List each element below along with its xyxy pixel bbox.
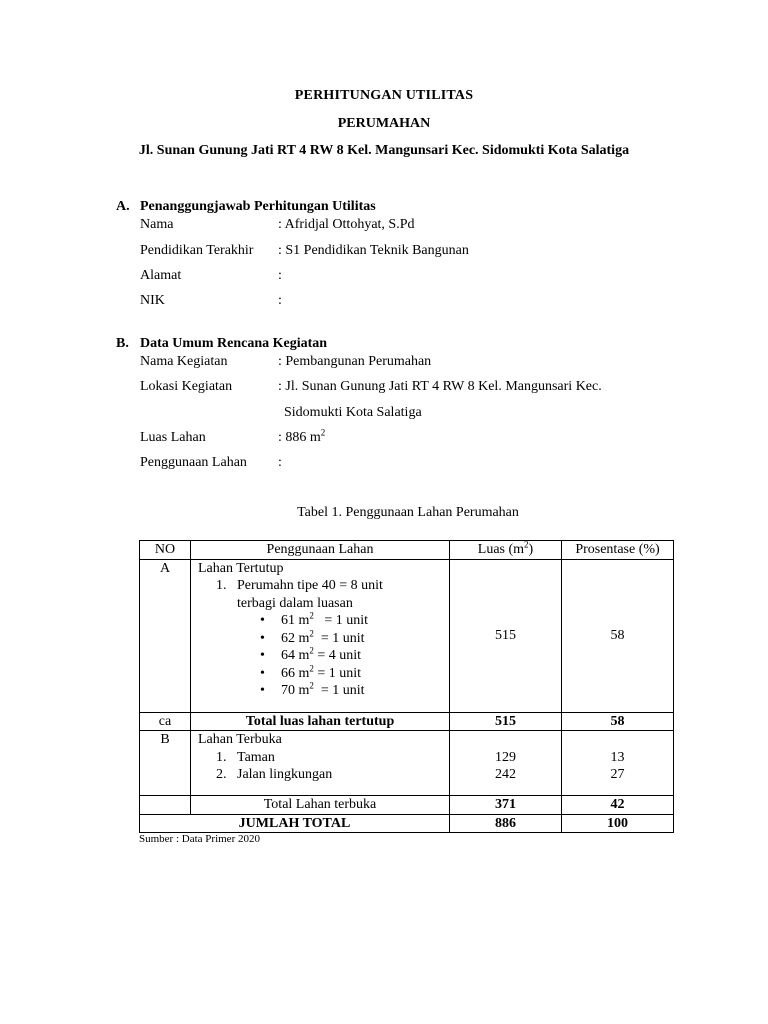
cell-pct <box>562 731 674 796</box>
list-item: 1. Perumahn tipe 40 = 8 unit <box>216 578 383 593</box>
cell-use <box>191 731 450 796</box>
cell-grand-total-label: JUMLAH TOTAL <box>140 814 450 833</box>
bullet-item: • 61 $m^2 = 1$ unit <box>260 610 369 628</box>
row-label: Alamat <box>140 268 182 283</box>
row-label: Luas Lahan <box>140 430 206 445</box>
row-label: Nama Kegiatan <box>140 354 228 369</box>
cell-area <box>450 731 562 796</box>
table-row-group-b <box>140 731 674 796</box>
row-value: : Afridjal Ottohyat, S.Pd <box>278 217 415 232</box>
group-title: Lahan Tertutup <box>198 560 284 576</box>
row-label: Pendidikan Terakhir <box>140 243 254 258</box>
bullet-item: • 64 $m^2 = 4$ unit <box>260 645 362 663</box>
row-label: Penggunaan Lahan <box>140 455 247 470</box>
row-value: : <box>278 268 282 283</box>
cell-area: 515 <box>450 559 562 712</box>
cell-no <box>140 796 191 815</box>
list-item-continued: terbagi dalam luasan <box>237 595 353 611</box>
table-row-total-b <box>140 796 674 815</box>
cell-use: Total luas lahan tertutup <box>191 712 450 731</box>
cell-use: Total Lahan terbuka <box>191 796 450 815</box>
cell-area: 886 <box>450 814 562 833</box>
row-label: Nama <box>140 217 174 232</box>
land-use-table <box>139 540 674 833</box>
section-a-title: Penanggungjawab Perhitungan Utilitas <box>140 199 376 214</box>
pct-value: 27 <box>610 767 625 782</box>
section-a-heading <box>116 199 376 215</box>
cell-no: A <box>140 559 191 712</box>
row-value: : Jl. Sunan Gunung Jati RT 4 RW 8 Kel. Mangunsari Kec. <box>278 379 602 394</box>
row-value: : Pembangunan Perumahan <box>278 354 432 369</box>
table-row-grand-total <box>140 814 674 833</box>
header-pct: Prosentase (%) <box>562 541 674 560</box>
row-value: : S1 Pendidikan Teknik Bangunan <box>278 243 469 258</box>
row-value: : 886 $m^2$ <box>278 427 326 445</box>
cell-no: ca <box>140 712 191 731</box>
section-b-title: Data Umum Rencana Kegiatan <box>140 336 328 351</box>
table-source: Sumber : Data Primer 2020 <box>139 833 260 845</box>
document-title: PERHITUNGAN UTILITAS <box>294 88 474 103</box>
table-header-row <box>140 541 674 560</box>
cell-use <box>191 559 450 712</box>
cell-no: B <box>140 731 191 796</box>
table-row-group-a <box>140 559 674 712</box>
header-area: Luas $(m^2)$ <box>450 541 562 560</box>
bullet-item: • 62 $m^2 = 1$ unit <box>260 627 365 646</box>
cell-pct: 100 <box>562 814 674 833</box>
row-label: Lokasi Kegiatan <box>140 379 233 394</box>
document-subtitle: PERUMAHAN <box>337 116 431 131</box>
section-b-heading <box>116 336 327 352</box>
cell-area: 371 <box>450 796 562 815</box>
table-row-total-a <box>140 712 674 731</box>
section-b-letter: B. <box>116 336 129 351</box>
bullet-item: • 66 $m^2 = 1$ unit <box>260 662 362 681</box>
cell-pct: 58 <box>562 712 674 731</box>
cell-pct: 42 <box>562 796 674 815</box>
list-item: 1. Taman <box>216 749 275 765</box>
row-value-continued: Sidomukti Kota Salatiga <box>284 405 422 420</box>
list-item: 2. Jalan lingkungan <box>216 767 333 782</box>
section-a-letter: A. <box>116 199 130 214</box>
cell-pct: 58 <box>562 559 674 712</box>
row-label: NIK <box>140 293 165 308</box>
group-title: Lahan Terbuka <box>198 732 282 747</box>
cell-area: 515 <box>450 712 562 731</box>
header-no: NO <box>140 541 191 560</box>
table-caption: Tabel 1. Penggunaan Lahan Perumahan <box>297 505 519 520</box>
area-value: 129 <box>495 749 516 765</box>
pct-value: 13 <box>610 749 625 765</box>
area-value: 242 <box>495 767 516 782</box>
row-value: : <box>278 455 282 470</box>
header-use: Penggunaan Lahan <box>191 541 450 560</box>
document-address: Jl. Sunan Gunung Jati RT 4 RW 8 Kel. Mangunsari Kec. Sidomukti Kota Salatiga <box>138 143 630 158</box>
bullet-item: • 70 $m^2 = 1$ unit <box>260 680 365 698</box>
row-value: : <box>278 293 282 308</box>
